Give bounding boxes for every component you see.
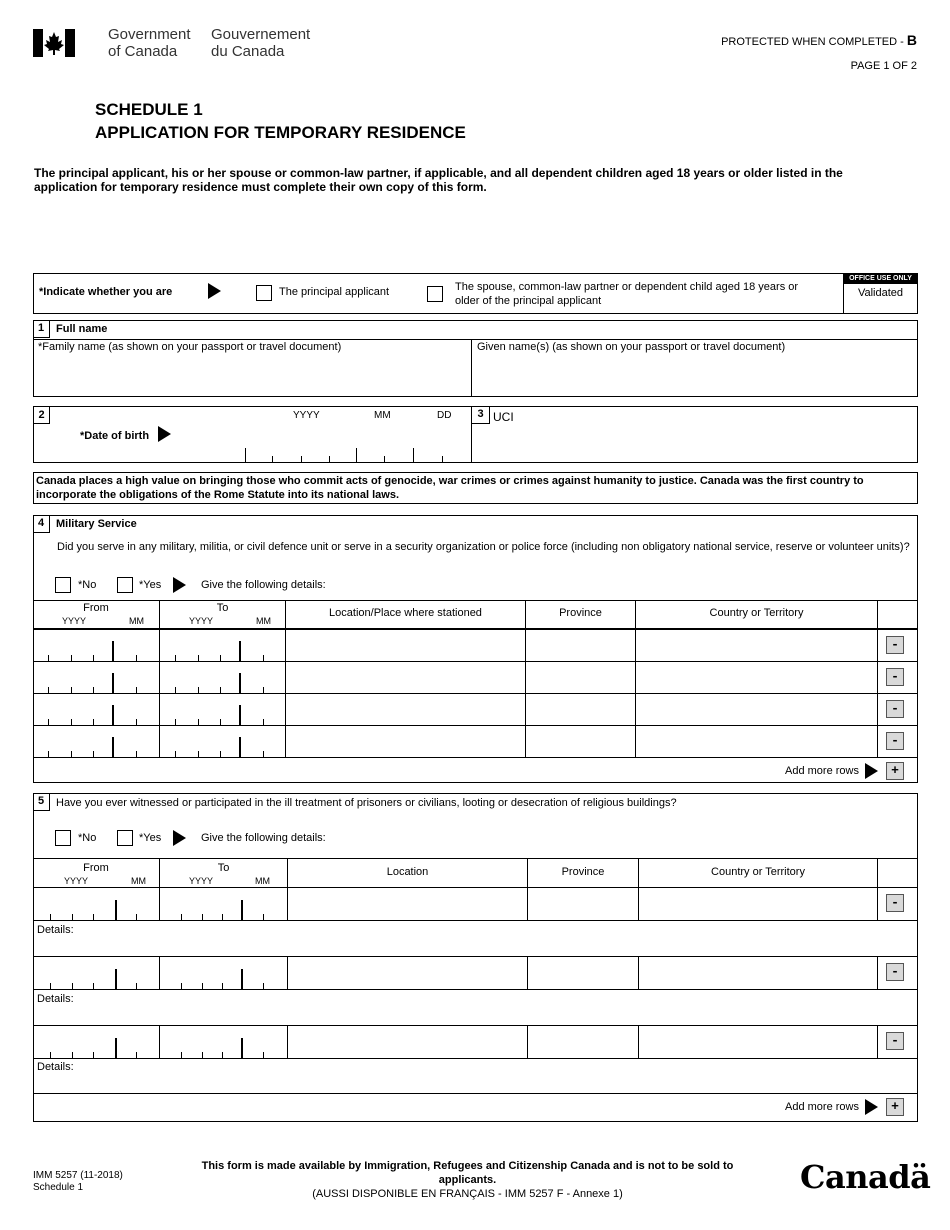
uci-input[interactable] xyxy=(493,428,913,460)
form-id: IMM 5257 (11-2018) xyxy=(33,1170,123,1181)
family-name-label: *Family name (as shown on your passport or travel document) xyxy=(38,341,342,353)
mil-to-mm: MM xyxy=(256,616,271,626)
ill-col-from: From xyxy=(83,862,109,874)
remove-row-button[interactable]: - xyxy=(886,963,904,981)
ill-row1-from-input[interactable] xyxy=(36,900,158,920)
uci-label: UCI xyxy=(493,410,514,424)
ill-to-yyyy: YYYY xyxy=(189,876,214,886)
military-yes-label: *Yes xyxy=(139,579,162,591)
ill-treatment-question: Have you ever witnessed or participated in the ill treatment of prisoners or civilians, looting or desecration of religious buildings? xyxy=(56,797,677,809)
military-yes-checkbox[interactable] xyxy=(117,577,133,593)
ill-treatment-yes-label: *Yes xyxy=(139,832,162,844)
arrow-right-icon xyxy=(865,763,878,779)
add-more-rows-button[interactable]: + xyxy=(886,1098,904,1116)
remove-row-button[interactable]: - xyxy=(886,732,904,750)
ill-row2-to-input[interactable] xyxy=(163,969,285,989)
dob-yyyy-label: YYYY xyxy=(293,410,320,421)
gov-en-line1: Government xyxy=(108,26,191,43)
title-line2: APPLICATION FOR TEMPORARY RESIDENCE xyxy=(95,123,466,142)
ill-treatment-no-label: *No xyxy=(78,832,97,844)
remove-row-button[interactable]: - xyxy=(886,1032,904,1050)
indicate-label: *Indicate whether you are xyxy=(39,286,173,298)
validated-label: Validated xyxy=(857,287,904,299)
canada-flag-icon xyxy=(33,29,75,57)
page-number: PAGE 1 OF 2 xyxy=(850,60,917,72)
section-3-number: 3 xyxy=(472,406,490,424)
mil-row1-from-input[interactable] xyxy=(36,641,158,661)
arrow-right-icon xyxy=(173,830,186,846)
mil-to-yyyy: YYYY xyxy=(189,616,214,626)
mil-col-from: From xyxy=(83,602,109,614)
dob-label: *Date of birth xyxy=(80,430,150,442)
ill-row3-details-label: Details: xyxy=(37,1061,74,1073)
footer-french: (AUSSI DISPONIBLE EN FRANÇAIS - IMM 5257 F - Annexe 1) xyxy=(312,1188,623,1200)
full-name-title: Full name xyxy=(56,323,108,335)
rome-notice: Canada places a high value on bringing those who commit acts of genocide, war crimes or crimes against humanity to justice. Canada was the first country to incorporate the obligations of the Rome Statute into its national laws. xyxy=(36,475,864,501)
mil-row1-to-input[interactable] xyxy=(163,641,283,661)
intro-text: The principal applicant, his or her spouse or common-law partner, if applicable, and all dependent children aged 18 years or older listed in the application for temporary residence must complete their own copy of this form. xyxy=(34,166,843,194)
form-sub: Schedule 1 xyxy=(33,1182,84,1193)
mil-col-to: To xyxy=(216,602,229,614)
mil-from-mm: MM xyxy=(129,616,144,626)
mil-row4-from-input[interactable] xyxy=(36,737,158,757)
protected-level: B xyxy=(906,32,917,48)
ill-row3-details-input[interactable] xyxy=(37,1074,915,1092)
principal-applicant-checkbox[interactable] xyxy=(256,285,272,301)
mil-row3-from-input[interactable] xyxy=(36,705,158,725)
given-name-input[interactable] xyxy=(477,356,914,394)
ill-row2-details-label: Details: xyxy=(37,993,74,1005)
dob-mm-label: MM xyxy=(374,410,391,421)
ill-from-mm: MM xyxy=(131,876,146,886)
ill-row1-details-label: Details: xyxy=(37,924,74,936)
gov-fr-line1: Gouvernement xyxy=(211,26,311,43)
section-4-number: 4 xyxy=(33,515,50,533)
ill-add-more-label: Add more rows xyxy=(785,1101,859,1113)
spouse-or-dependent-checkbox[interactable] xyxy=(427,286,443,302)
ill-col-country: Country or Territory xyxy=(711,866,805,878)
remove-row-button[interactable]: - xyxy=(886,894,904,912)
mil-row2-from-input[interactable] xyxy=(36,673,158,693)
office-use-label: OFFICE USE ONLY xyxy=(843,273,918,284)
mil-col-country: Country or Territory xyxy=(709,607,804,619)
section-1-number: 1 xyxy=(33,320,50,338)
form-identifier xyxy=(33,1170,123,1194)
mil-row2-to-input[interactable] xyxy=(163,673,283,693)
mil-from-yyyy: YYYY xyxy=(62,616,87,626)
protected-status xyxy=(721,32,917,48)
remove-row-button[interactable]: - xyxy=(886,636,904,654)
ill-col-to: To xyxy=(217,862,230,874)
ill-treatment-yes-checkbox[interactable] xyxy=(117,830,133,846)
spouse-or-dependent-label xyxy=(455,280,798,308)
family-name-input[interactable] xyxy=(40,356,468,394)
ill-from-yyyy: YYYY xyxy=(64,876,89,886)
gov-en-line2: of Canada xyxy=(108,43,178,60)
section-2-number: 2 xyxy=(33,406,50,424)
mil-col-location: Location/Place where stationed xyxy=(329,607,482,619)
section-5-number: 5 xyxy=(33,793,50,811)
gov-fr-line2: du Canada xyxy=(211,43,285,60)
ill-row2-from-input[interactable] xyxy=(36,969,158,989)
mil-row4-to-input[interactable] xyxy=(163,737,283,757)
ill-row1-to-input[interactable] xyxy=(163,900,285,920)
arrow-right-icon xyxy=(158,426,171,442)
ill-row1-details-input[interactable] xyxy=(37,937,915,955)
arrow-right-icon xyxy=(173,577,186,593)
page-title xyxy=(95,98,466,144)
military-give-details: Give the following details: xyxy=(201,579,326,591)
canada-wordmark: Canadä xyxy=(800,1158,931,1196)
ill-row2-details-input[interactable] xyxy=(37,1006,915,1024)
ill-treatment-give-details: Give the following details: xyxy=(201,832,326,844)
footer-notice-block xyxy=(180,1159,755,1201)
remove-row-button[interactable]: - xyxy=(886,700,904,718)
military-no-checkbox[interactable] xyxy=(55,577,71,593)
military-question: Did you serve in any military, militia, or civil defence unit or serve in a security organization or police force (including non obligatory national service, reserve or volunteer units)? xyxy=(57,541,910,553)
mil-row3-to-input[interactable] xyxy=(163,705,283,725)
military-no-label: *No xyxy=(78,579,97,591)
dob-dd-label: DD xyxy=(437,410,452,421)
remove-row-button[interactable]: - xyxy=(886,668,904,686)
ill-row3-to-input[interactable] xyxy=(163,1038,285,1058)
ill-to-mm: MM xyxy=(255,876,270,886)
dob-input[interactable] xyxy=(245,446,445,462)
spouse-label-line1: The spouse, common-law partner or dependent child aged 18 years or xyxy=(455,281,799,293)
military-service-title: Military Service xyxy=(56,518,137,530)
ill-treatment-section xyxy=(33,793,918,1122)
principal-applicant-label: The principal applicant xyxy=(279,286,390,298)
mil-col-province: Province xyxy=(559,607,602,619)
title-line1: SCHEDULE 1 xyxy=(95,100,203,119)
footer-notice: This form is made available by Immigration, Refugees and Citizenship Canada and is not to be sold to applicants. xyxy=(201,1160,734,1186)
mil-add-more-label: Add more rows xyxy=(785,765,859,777)
ill-row3-from-input[interactable] xyxy=(36,1038,158,1058)
given-name-label: Given name(s) (as shown on your passport or travel document) xyxy=(477,341,786,353)
add-more-rows-button[interactable]: + xyxy=(886,762,904,780)
protected-label: PROTECTED WHEN COMPLETED - xyxy=(721,36,907,48)
ill-col-province: Province xyxy=(561,866,605,878)
arrow-right-icon xyxy=(208,283,221,299)
ill-col-location: Location xyxy=(386,866,429,878)
ill-treatment-no-checkbox[interactable] xyxy=(55,830,71,846)
arrow-right-icon xyxy=(865,1099,878,1115)
spouse-label-line2: older of the principal applicant xyxy=(455,295,602,307)
